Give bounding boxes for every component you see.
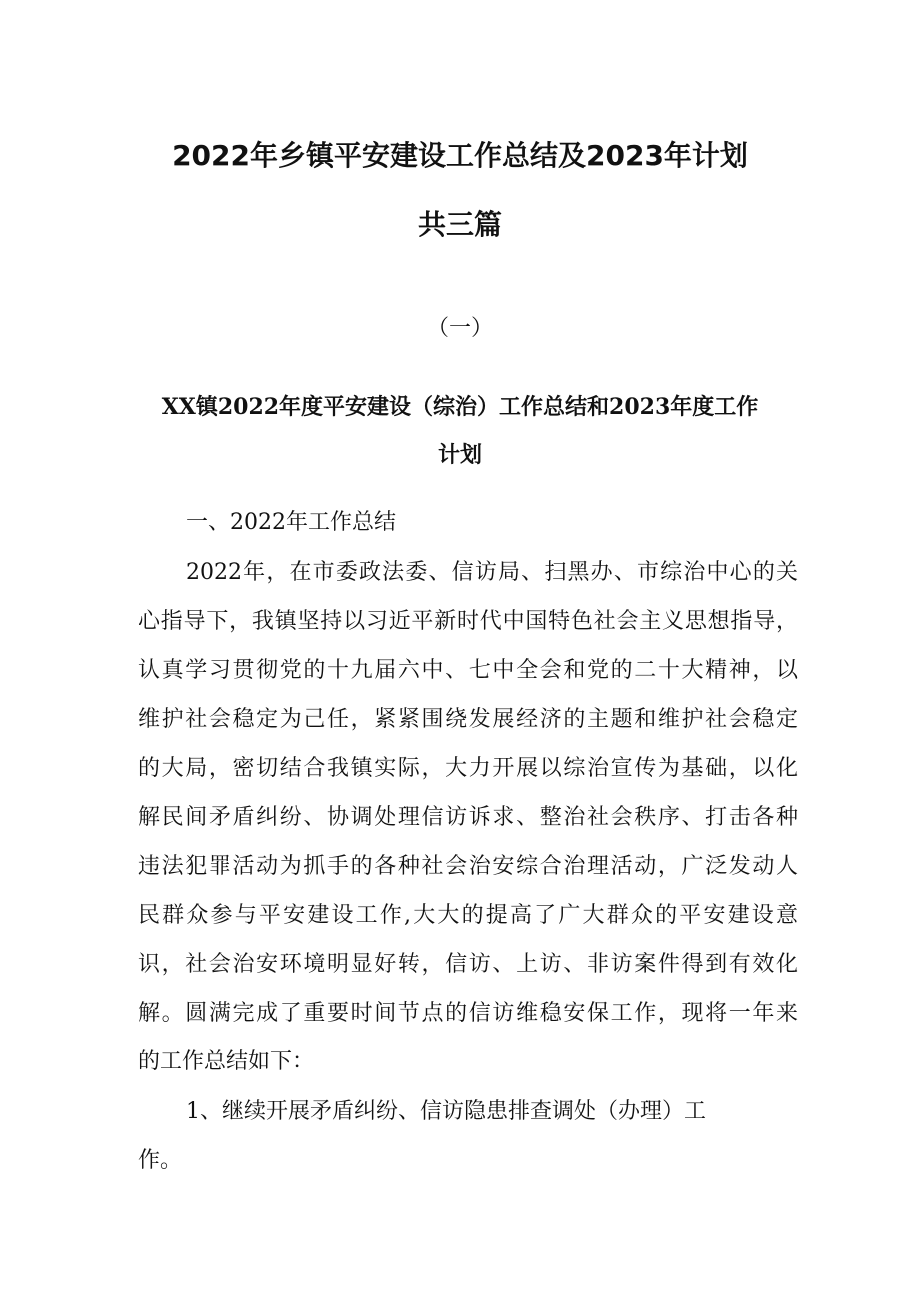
paragraph-line: 的工作总结如下： (138, 1049, 315, 1074)
item-line: 作。 (138, 1148, 183, 1173)
paragraph-line: 违法犯罪活动为抓手的各种社会治安综合治理活动，广泛发动人 (138, 854, 798, 879)
subtitle-line-1: XX镇2022年度平安建设（综治）工作总结和2023年度工作 (161, 394, 759, 420)
paragraph-line: 民群众参与平安建设工作,大大的提高了广大群众的平安建设意 (138, 903, 798, 928)
document-title-line-2: 共三篇 (417, 208, 502, 241)
paragraph-line: 识，社会治安环境明显好转，信访、上访、非访案件得到有效化 (138, 952, 798, 977)
document-title-line-1: 2022年乡镇平安建设工作总结及2023年计划 (172, 139, 748, 172)
paragraph-line: 2022年，在市委政法委、信访局、扫黑办、市综治中心的关 (186, 560, 798, 585)
paragraph-line: 心指导下，我镇坚持以习近平新时代中国特色社会主义思想指导， (138, 609, 798, 634)
section-heading: 一、2022年工作总结 (186, 510, 396, 535)
subtitle-line-2: 计划 (437, 442, 482, 468)
paragraph-line: 的大局，密切结合我镇实际，大力开展以综治宣传为基础，以化 (138, 756, 798, 781)
paragraph-line: 认真学习贯彻党的十九届六中、七中全会和党的二十大精神，以 (138, 658, 798, 683)
paragraph-line: 维护社会稳定为己任，紧紧围绕发展经济的主题和维护社会稳定 (138, 707, 798, 732)
paragraph-line: 解。圆满完成了重要时间节点的信访维稳安保工作，现将一年来 (138, 1001, 798, 1026)
section-marker: （一） (426, 316, 493, 341)
item-line: 1、继续开展矛盾纠纷、信访隐患排查调处（办理）工 (186, 1099, 706, 1124)
paragraph-line: 解民间矛盾纠纷、协调处理信访诉求、整治社会秩序、打击各种 (138, 805, 798, 830)
